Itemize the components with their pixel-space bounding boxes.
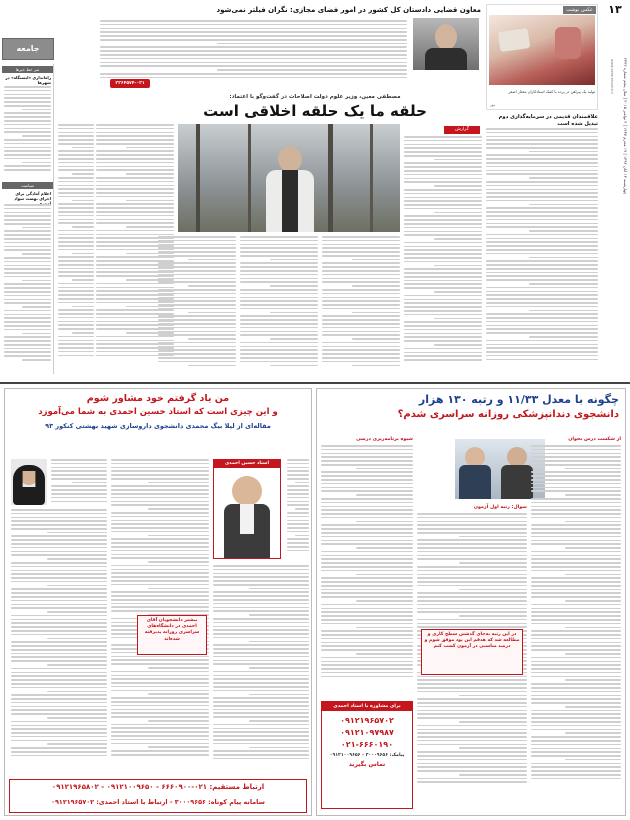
ad-left-contact-2: سامانه پیام کوتاه: ۳۰۰۰۹۶۵۶ - ارتباط با استاد احمدی: ۰۹۱۲۱۹۶۵۷۰۲ [51,798,265,806]
ad-right-col-1 [531,445,621,805]
sidebar-head-2 [2,182,53,189]
website: www.setarehsobh.ir [610,58,614,94]
sidebar-item-2: اعلام آمادگی برای اجرای نهضت سواد [14,191,51,201]
ad-right-highlight [421,629,523,675]
ad-right-footer: تماس بگیرید [348,761,386,768]
ad-right-subhead-3: شیوه برنامه‌ریزی درسی [356,437,413,442]
section-name: جامعه [16,44,40,53]
main-story-kicker: مصطفی معین، وزیر علوم دولت اصلاحات در گفت‌وگو با اعتماد: [229,94,401,100]
top-story-body [100,20,407,84]
ad-left-headline-1: من یاد گرفتم خود مشاور شوم [86,393,230,404]
ad-right-contact-heading: برای مشاوره با استاد احمدی [322,702,412,711]
ad-right-phone-1: ۰۹۱۲۱۹۶۵۷۰۲ [340,716,394,725]
photo-box [486,4,598,110]
top-left-column [2,64,54,374]
ad-left-subheadline: مقاله‌ای از لیلا بیگ محمدی دانشجوی داروسازی شهید بهشتی کنکور ۹۳ [45,422,271,430]
ad-left-col-1-top [287,459,309,559]
main-column-6 [58,124,94,376]
ad-left-col-3-top [51,459,107,505]
photo-box-image [489,15,595,85]
top-story-kicker: معاون قضایی دادستان کل کشور در امور فضای مجازی: نگران فیلتر نمی‌شود [216,6,481,14]
ad-left-student-photo [11,459,47,505]
top-story-phone-badge: ۲۲۶۴۵۷۴-۰۲۱ [110,79,150,88]
ad-left-col-3 [11,509,107,775]
right-article-body [486,128,598,376]
ad-right-phone-3: ۰۲۱-۶۶۶۰۱۹۰ [340,740,394,749]
photo-box-tag: عکس نوشت [563,6,596,14]
ad-right-headline-2: دانشجوی دندانپزشکی روزانه سراسری شدم؟ [397,409,619,420]
ad-right-sms: پیامک: ۳۰۰۰۹۶۵۶ - ۰۹۱۲۱۰۰۹۶۵۶ [329,753,405,758]
main-section-tag-text: گزارش [455,127,469,132]
main-column-5 [96,124,174,376]
ad-left [4,388,312,816]
masthead [600,0,630,380]
sidebar-item-1: راه‌اندازی «ایستگاه» در شهرها [5,75,51,85]
page-number: ۱۳ [608,3,622,16]
main-column-3 [240,236,318,376]
ad-left-contact [9,779,307,813]
top-story [96,4,481,90]
sidebar-head-1 [2,66,53,73]
main-story-photo [178,124,400,232]
sidebar-head-2-text: سیاست [20,183,35,188]
ad-left-headline-2: و این چیزی است که استاد حسین احمدی به شما می‌آموزد [38,407,278,417]
ad-left-contact-1: ارتباط مستقیم: ۰۲۱-۶۶۶۰۹۰۰ - ۰۹۱۲۱۰۰۹۶۵۰ - ۰۹۱۲۱۹۶۵۸۰۲ [51,783,265,791]
ad-left-quote: بیشتر دانشجویان آقای احمدی در دانشگاه‌های سراسری روزانه پذیرفته شده‌اند [144,618,200,642]
photo-box-caption: تولید یک پیراهن در پرده با کمک استادکاران مختار اصغر [508,89,595,94]
sidebar-head-1-text: سر خط خبرها [15,67,40,72]
photo-box-credit: مهر [490,103,496,107]
right-column-title: علاقمندان قدیمی در سرمایه‌گذاری دوم تبدیل شده است [498,114,598,127]
main-story-headline: حلقه ما یک حلقه اخلاقی است [203,102,427,120]
ad-left-quote-box [137,615,207,655]
top-story-photo [413,18,479,70]
date-line: چهارشنبه ۱۳ آبان ۱۳۹۴ | ۱۹ محرم ۱۴۳۷ | ۴ نوامبر ۲۰۱۵ | سال پنجم شماره ۲۳۴۲ [623,57,628,194]
main-section-tag [444,126,480,134]
ad-left-photo-box [213,459,281,559]
page-divider [0,382,630,384]
ad-right-headline-1: چگونه با معدل ۱۱/۳۳ و رتبه ۱۳۰ هزار [418,393,619,406]
section-label [2,38,54,60]
ad-right-contact [321,701,413,809]
ad-right-subhead-2: سوال: رتبه اول آزمون [473,505,527,510]
sidebar-body-1 [4,86,51,176]
ad-left-col-1 [213,565,309,775]
ad-right-col-3 [321,445,413,695]
main-column-1 [404,136,482,376]
ad-right-highlight-quote: در این رتبه به‌جای گذشتن سطح کاری و مطالعه شد که هدفم این بود موفق شوم و درصد مناسبی در آزمون کسب کنم [424,632,520,650]
sidebar-body-2 [4,204,51,369]
main-column-2 [322,236,400,376]
ad-right [316,388,626,816]
ad-right-phone-2: ۰۹۱۲۱۰۹۷۹۸۷ [340,728,394,737]
ad-right-subhead-1: از شکست درس بخوان [568,437,621,442]
ad-left-photo-caption: استاد حسین احمدی [214,460,280,468]
